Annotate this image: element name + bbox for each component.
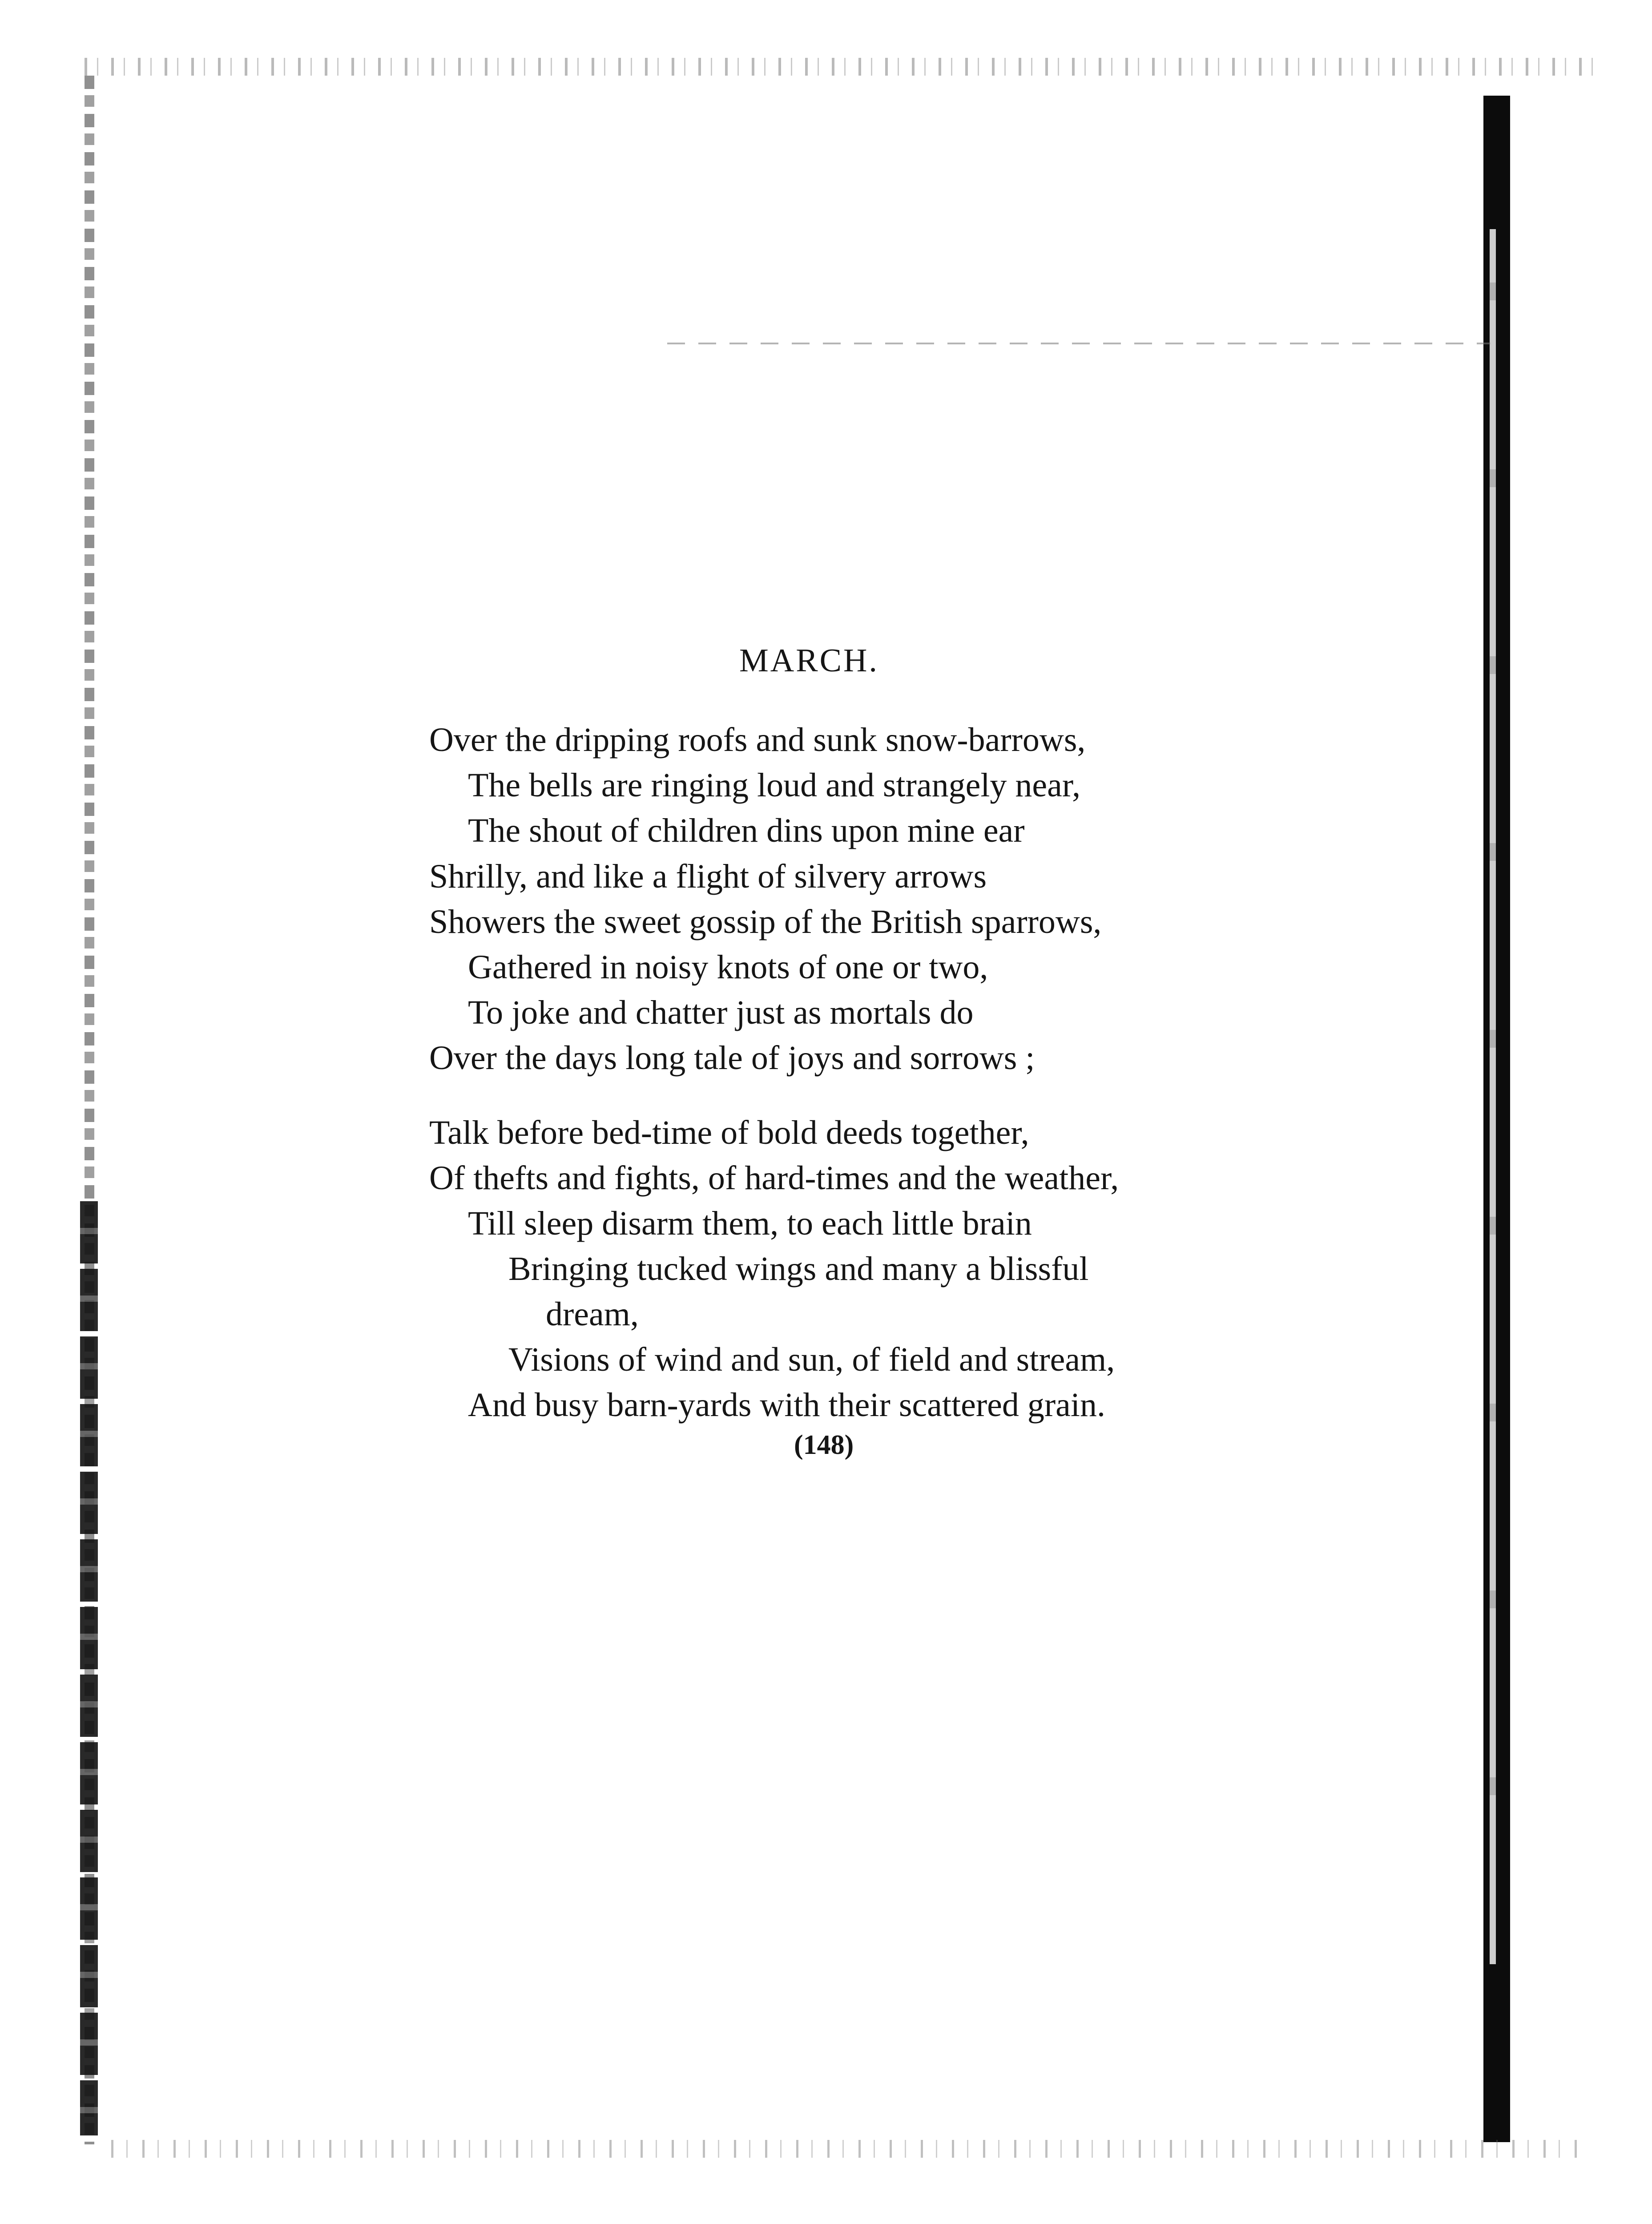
scan-top-edge [85, 58, 1597, 76]
poem-line: Over the dripping roofs and sunk snow-barrows, [429, 721, 1086, 759]
poem-line: Bringing tucked wings and many a blissful [508, 1250, 1089, 1288]
poem-line: Visions of wind and sun, of field and stream, [508, 1341, 1115, 1378]
scan-binding-marks [80, 1201, 98, 2135]
poem-line: And busy barn-yards with their scattered grain. [468, 1386, 1106, 1424]
poem-line: dream, [546, 1296, 639, 1333]
poem-line: Of thefts and fights, of hard-times and the weather, [429, 1159, 1119, 1197]
scan-bottom-edge [111, 2140, 1579, 2158]
poem-line: The bells are ringing loud and strangely near, [468, 767, 1081, 804]
scan-page-gutter [1483, 96, 1510, 2142]
scan-artifact-line [667, 343, 1490, 344]
poem-line: Till sleep disarm them, to each little brain [468, 1205, 1032, 1242]
poem-line: Gathered in noisy knots of one or two, [468, 949, 988, 986]
poem-title: MARCH. [739, 642, 879, 679]
page-number: (148) [794, 1430, 854, 1460]
poem-line: The shout of children dins upon mine ear [468, 812, 1025, 849]
poem-line: Talk before bed-time of bold deeds together, [429, 1114, 1029, 1151]
poem-line: Over the days long tale of joys and sorrows ; [429, 1039, 1035, 1077]
poem-line: Shrilly, and like a flight of silvery arrows [429, 858, 987, 895]
poem-line: Showers the sweet gossip of the British sparrows, [429, 903, 1102, 940]
poem-line: To joke and chatter just as mortals do [468, 994, 974, 1031]
